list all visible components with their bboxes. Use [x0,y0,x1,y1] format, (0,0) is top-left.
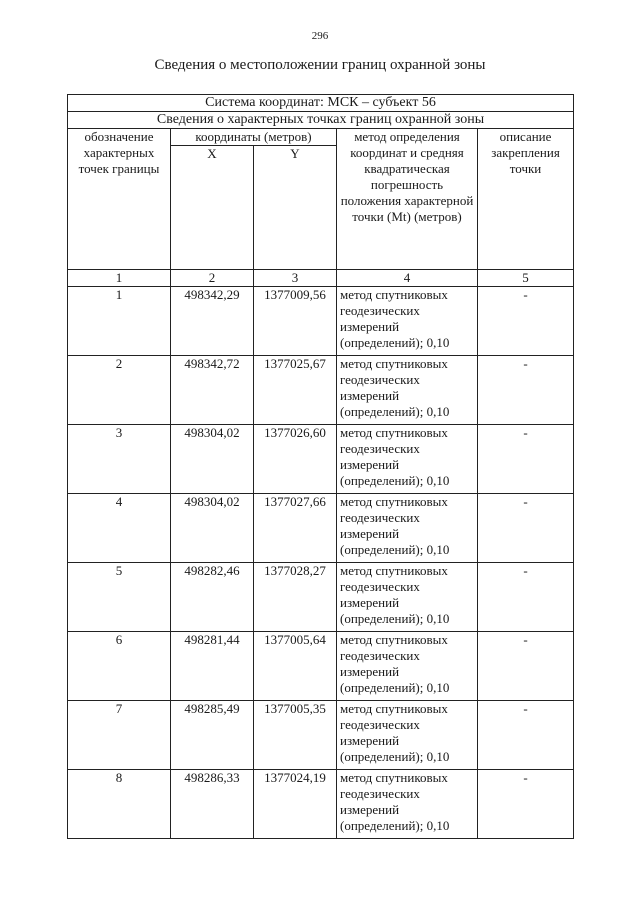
points-info-title: Сведения о характерных точках границ охранной зоны [68,112,574,129]
col-number: 3 [254,270,337,287]
cell-y: 1377005,35 [254,701,337,770]
cell-y: 1377025,67 [254,356,337,425]
header-coords: координаты (метров) [171,129,337,146]
col-number: 5 [478,270,574,287]
cell-desc: - [478,632,574,701]
cell-method: метод спутниковых геодезических измерений (определений); 0,10 [337,356,478,425]
cell-desc: - [478,770,574,839]
cell-y: 1377027,66 [254,494,337,563]
cell-x: 498282,46 [171,563,254,632]
cell-point: 4 [68,494,171,563]
header-method: метод определения координат и средняя квадратическая погрешность положения характерной точки (Mt) (метров) [337,129,478,270]
cell-method: метод спутниковых геодезических измерений (определений); 0,10 [337,632,478,701]
cell-point: 5 [68,563,171,632]
cell-y: 1377028,27 [254,563,337,632]
cell-method: метод спутниковых геодезических измерений (определений); 0,10 [337,770,478,839]
cell-x: 498281,44 [171,632,254,701]
boundary-points-table [67,94,574,839]
cell-point: 6 [68,632,171,701]
table-row [68,563,574,632]
cell-x: 498285,49 [171,701,254,770]
header-y: Y [254,146,337,270]
header-desc: описание закрепления точки [478,129,574,270]
cell-desc: - [478,494,574,563]
table-row [68,701,574,770]
cell-y: 1377024,19 [254,770,337,839]
cell-method: метод спутниковых геодезических измерений (определений); 0,10 [337,701,478,770]
cell-desc: - [478,563,574,632]
cell-x: 498342,29 [171,287,254,356]
cell-desc: - [478,287,574,356]
cell-method: метод спутниковых геодезических измерений (определений); 0,10 [337,425,478,494]
page-title: Сведения о местоположении границ охранной зоны [154,57,486,73]
page-number: 296 [311,30,329,42]
col-number: 4 [337,270,478,287]
header-point: обозначение характерных точек границы [68,129,171,270]
table-row [68,287,574,356]
cell-y: 1377009,56 [254,287,337,356]
cell-x: 498286,33 [171,770,254,839]
cell-point: 7 [68,701,171,770]
col-number: 2 [171,270,254,287]
header-x: X [171,146,254,270]
header-row [68,129,574,146]
table-row [68,770,574,839]
column-numbers-row [68,270,574,287]
cell-point: 2 [68,356,171,425]
table-row [68,632,574,701]
cell-method: метод спутниковых геодезических измерений (определений); 0,10 [337,287,478,356]
coordinate-system-row [68,95,574,112]
points-info-row [68,112,574,129]
cell-y: 1377026,60 [254,425,337,494]
cell-x: 498342,72 [171,356,254,425]
coordinate-system-title: Система координат: МСК – субъект 56 [68,95,574,112]
cell-method: метод спутниковых геодезических измерений (определений); 0,10 [337,563,478,632]
cell-x: 498304,02 [171,494,254,563]
cell-point: 1 [68,287,171,356]
cell-point: 3 [68,425,171,494]
table-row [68,425,574,494]
cell-y: 1377005,64 [254,632,337,701]
cell-desc: - [478,701,574,770]
table-row [68,356,574,425]
cell-point: 8 [68,770,171,839]
table-row [68,494,574,563]
cell-desc: - [478,356,574,425]
cell-desc: - [478,425,574,494]
cell-method: метод спутниковых геодезических измерений (определений); 0,10 [337,494,478,563]
cell-x: 498304,02 [171,425,254,494]
col-number: 1 [68,270,171,287]
